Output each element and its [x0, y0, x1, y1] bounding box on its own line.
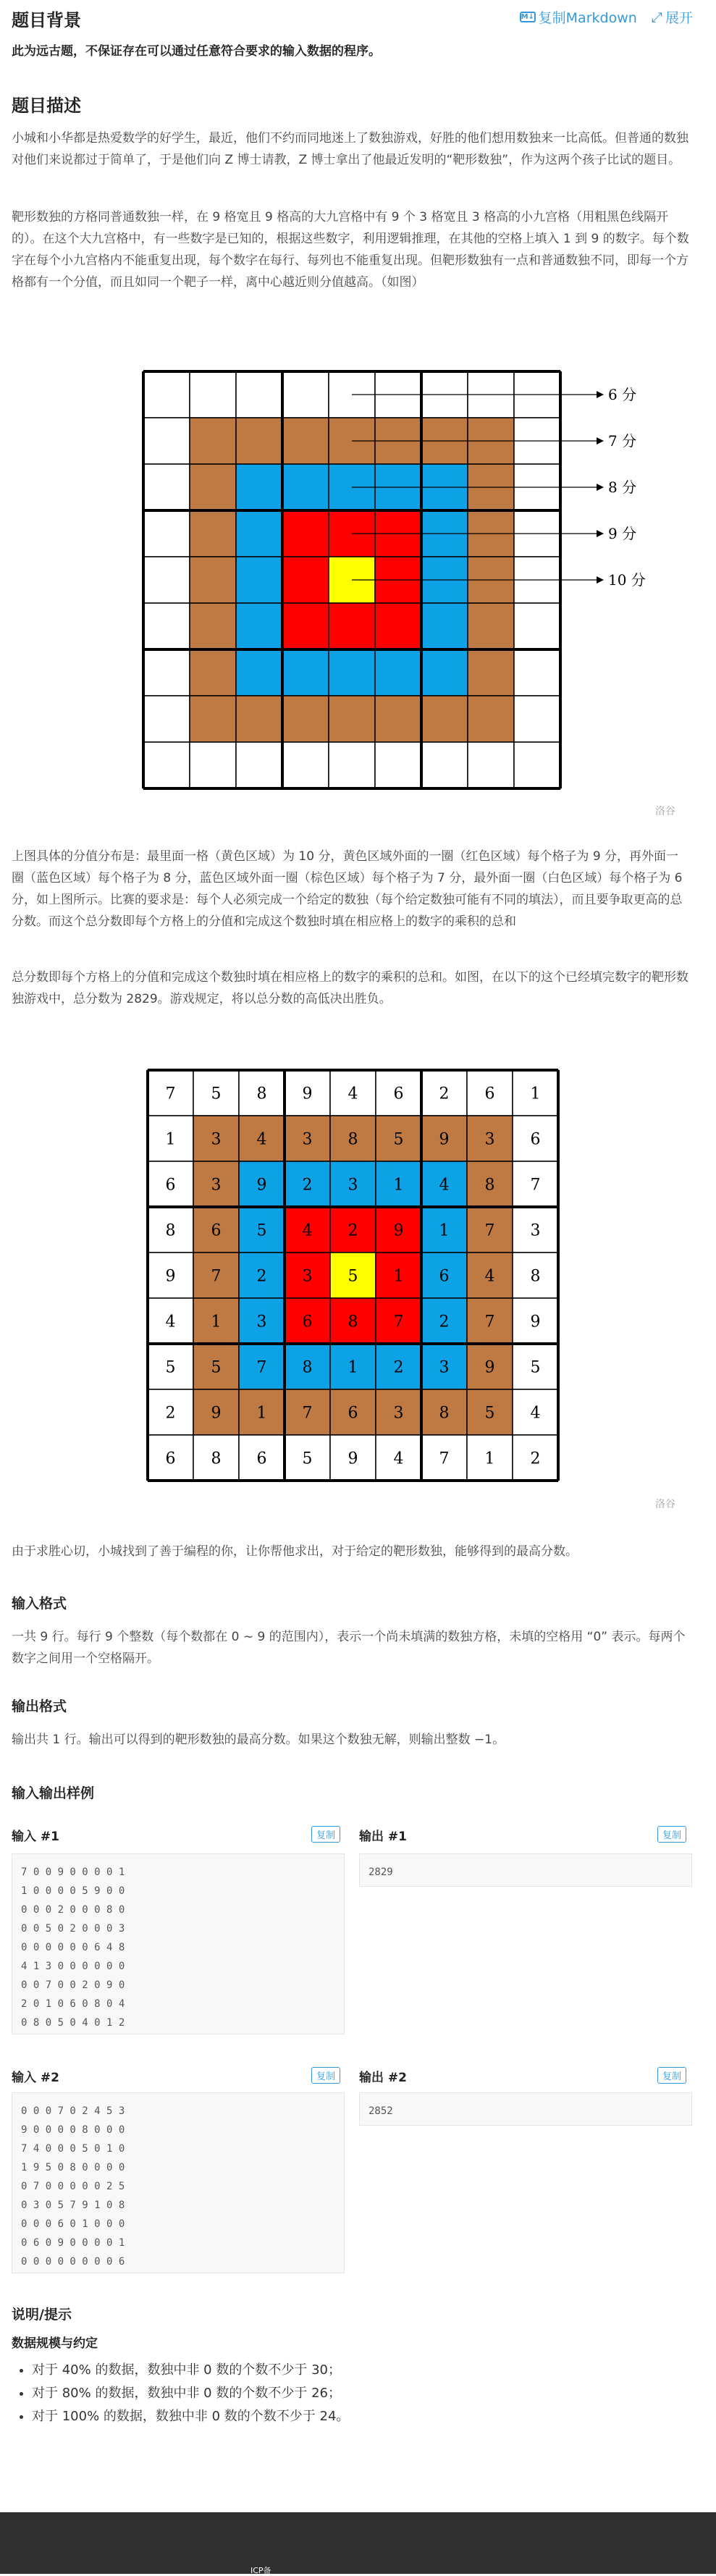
score-label: 9 分 — [608, 525, 637, 542]
sudoku-digit: 2 — [439, 1085, 450, 1103]
sudoku-digit: 3 — [256, 1313, 267, 1331]
sudoku-digit: 2 — [256, 1267, 267, 1286]
target-cell — [468, 742, 514, 788]
scale-heading: 数据规模与约定 — [12, 2336, 98, 2351]
sudoku-digit: 7 — [211, 1267, 222, 1286]
target-cell — [236, 649, 282, 696]
sudoku-digit: 4 — [530, 1404, 541, 1423]
target-cell — [143, 603, 190, 649]
sample2-output-copy-button[interactable]: 复制 — [657, 2067, 686, 2084]
copy-markdown-label: 复制Markdown — [538, 10, 637, 26]
score-label: 8 分 — [608, 479, 637, 496]
target-cell — [190, 603, 236, 649]
target-cell — [421, 742, 468, 788]
sample2-input-label: 输入 #2 — [12, 2071, 59, 2085]
target-cell — [421, 603, 468, 649]
target-cell — [282, 649, 329, 696]
score-label: 10 分 — [608, 571, 646, 589]
sudoku-digit: 5 — [484, 1404, 495, 1423]
sudoku-digit: 6 — [439, 1267, 450, 1286]
sudoku-digit: 5 — [302, 1449, 313, 1468]
arrow-head-icon — [597, 576, 604, 584]
sudoku-digit: 5 — [211, 1085, 222, 1103]
hints-list — [12, 2359, 349, 2428]
target-cell — [143, 696, 190, 742]
footer-bar — [0, 2512, 716, 2574]
sudoku-digit: 9 — [211, 1404, 222, 1423]
target-cell — [236, 510, 282, 557]
target-cell — [143, 557, 190, 603]
target-cell — [143, 418, 190, 464]
target-cell — [236, 371, 282, 418]
target-cell — [282, 510, 329, 557]
target-cell — [282, 418, 329, 464]
target-cell — [514, 742, 560, 788]
sudoku-digit: 8 — [211, 1449, 222, 1468]
target-cell — [282, 696, 329, 742]
copy-markdown-button[interactable] — [520, 7, 637, 27]
sample1-input[interactable]: 7 0 0 9 0 0 0 0 1 1 0 0 0 0 5 9 0 0 0 0 0 2 0 0 0 8 0 0 0 5 0 2 0 0 0 3 0 0 0 0 0 0 6 4 8 4 1 3 0 0 0 0 0 0 0 0 7 0 0 2 0 9 0 2 0 1 0 6 0 8 0 4 0 8 0 5 0 4 0 1 2 — [12, 1853, 345, 2034]
sudoku-digit: 3 — [484, 1130, 495, 1149]
target-cell — [143, 510, 190, 557]
sudoku-digit: 6 — [211, 1221, 222, 1240]
target-cell — [190, 742, 236, 788]
input-format-heading: 输入格式 — [12, 1596, 67, 1612]
sudoku-digit: 5 — [530, 1358, 541, 1377]
sudoku-digit: 7 — [484, 1313, 495, 1331]
sudoku-digit: 3 — [211, 1130, 222, 1149]
sudoku-digit: 5 — [165, 1358, 176, 1377]
sudoku-digit: 8 — [348, 1130, 358, 1149]
sudoku-digit: 9 — [302, 1085, 313, 1103]
target-cell — [236, 603, 282, 649]
target-cell — [468, 696, 514, 742]
output-format-text: 输出共 1 行。输出可以得到的靶形数独的最高分数。如果这个数独无解，则输出整数 −1。 — [12, 1733, 505, 1747]
sudoku-digit: 4 — [484, 1267, 495, 1286]
sudoku-digit: 5 — [393, 1130, 404, 1149]
hint-item: • 对于 40% 的数据，数独中非 0 数的个数不少于 30； — [32, 2359, 349, 2382]
sudoku-digit: 1 — [348, 1358, 358, 1377]
input-format-text: 一共 9 行。每行 9 个整数（每个数都在 0 ∼ 9 的范围内），表示一个尚未填满的数独方格，未填的空格用 “0” 表示。每两个数字之间用一个空格隔开。 — [12, 1630, 686, 1666]
sudoku-digit: 1 — [393, 1267, 404, 1286]
target-cell — [236, 464, 282, 510]
sudoku-digit: 4 — [348, 1085, 358, 1103]
score-label: 6 分 — [608, 386, 637, 403]
target-cell — [375, 696, 421, 742]
sudoku-digit: 8 — [484, 1176, 495, 1195]
figure2-credit: 洛谷 — [655, 1499, 675, 1510]
sudoku-digit: 4 — [302, 1221, 313, 1240]
score-label: 7 分 — [608, 432, 637, 450]
sample1-output-copy-button[interactable]: 复制 — [657, 1826, 686, 1843]
target-cell — [143, 371, 190, 418]
sudoku-digit: 4 — [165, 1313, 176, 1331]
figure1-credit: 洛谷 — [655, 806, 675, 817]
arrow-head-icon — [597, 391, 604, 398]
background-text: 此为远古题，不保证存在可以通过任意符合要求的输入数据的程序。 — [12, 44, 381, 59]
sudoku-digit: 9 — [439, 1130, 450, 1149]
target-cell — [282, 742, 329, 788]
target-cell — [236, 696, 282, 742]
target-cell — [375, 742, 421, 788]
target-cell — [514, 649, 560, 696]
target-cell — [236, 742, 282, 788]
target-cell — [190, 464, 236, 510]
sudoku-digit: 9 — [348, 1449, 358, 1468]
sudoku-digit: 7 — [530, 1176, 541, 1195]
sudoku-digit: 2 — [302, 1176, 313, 1195]
arrow-head-icon — [597, 484, 604, 491]
sudoku-digit: 3 — [302, 1267, 313, 1286]
expand-icon: ⤢ — [651, 9, 662, 25]
footer-text: ICP备 — [250, 2566, 271, 2575]
target-cell — [190, 649, 236, 696]
sudoku-digit: 1 — [530, 1085, 541, 1103]
description-para-4: 总分数即每个方格上的分值和完成这个数独时填在相应格上的数字的乘积的总和。如图，在以下的这个已经填完数字的靶形数独游戏中，总分数为 2829。游戏规定，将以总分数的高低决出胜负。 — [12, 970, 688, 1006]
expand-label: 展开 — [665, 10, 693, 26]
target-cell — [329, 696, 375, 742]
target-cell — [143, 464, 190, 510]
sample2-input[interactable]: 0 0 0 7 0 2 4 5 3 9 0 0 0 0 8 0 0 0 7 4 0 0 0 5 0 1 0 1 9 5 0 8 0 0 0 0 0 7 0 0 0 0 0 2 5 0 3 0 5 7 9 1 0 8 0 0 0 6 0 1 0 0 0 0 6 0 9 0 0 0 0 1 0 0 0 0 0 0 0 0 6 — [12, 2092, 345, 2273]
target-cell — [282, 464, 329, 510]
sudoku-digit: 4 — [439, 1176, 450, 1195]
sudoku-digit: 7 — [484, 1221, 495, 1240]
target-cell — [514, 696, 560, 742]
sudoku-digit: 9 — [165, 1267, 176, 1286]
target-cell — [421, 649, 468, 696]
sudoku-digit: 3 — [439, 1358, 450, 1377]
sample1-output[interactable]: 2829 — [359, 1853, 692, 1887]
sudoku-digit: 6 — [256, 1449, 267, 1468]
sudoku-digit: 2 — [393, 1358, 404, 1377]
sample2-output-label: 输出 #2 — [359, 2071, 407, 2085]
sudoku-digit: 1 — [211, 1313, 222, 1331]
sudoku-digit: 1 — [484, 1449, 495, 1468]
description-para-3: 上图具体的分值分布是：最里面一格（黄色区域）为 10 分，黄色区域外面的一圈（红色区域）每个格子为 9 分，再外面一圈（蓝色区域）每个格子为 8 分，蓝色区域外面一圈（棕色区域）每个格子为 7 分，最外面一圈（白色区域）每个格子为 6 分，如上图所示。比赛的要求是：每个人必须完成一个给定的数独（每个给定数独可能有不同的填法），而且要争取更高的总分数。而这个总分数即每个方格上的分值和完成这个数独时填在相应格上的数字的乘积的总和 — [12, 849, 683, 929]
sudoku-digit: 2 — [530, 1449, 541, 1468]
target-cell — [468, 649, 514, 696]
sudoku-digit: 7 — [256, 1358, 267, 1377]
sample2-output[interactable]: 2852 — [359, 2092, 692, 2126]
sudoku-digit: 4 — [393, 1449, 404, 1468]
arrow-head-icon — [597, 530, 604, 537]
sudoku-digit: 3 — [348, 1176, 358, 1195]
sudoku-digit: 6 — [530, 1130, 541, 1149]
sudoku-digit: 5 — [256, 1221, 267, 1240]
target-cell — [236, 557, 282, 603]
sudoku-digit: 7 — [302, 1404, 313, 1423]
sudoku-digit: 3 — [393, 1404, 404, 1423]
sudoku-digit: 7 — [165, 1085, 176, 1103]
sudoku-digit: 8 — [439, 1404, 450, 1423]
sudoku-digit: 1 — [393, 1176, 404, 1195]
sudoku-digit: 2 — [165, 1404, 176, 1423]
target-cell — [514, 603, 560, 649]
sudoku-digit: 7 — [393, 1313, 404, 1331]
sudoku-digit: 6 — [484, 1085, 495, 1103]
sudoku-digit: 2 — [439, 1313, 450, 1331]
target-cell — [375, 649, 421, 696]
hints-heading: 说明/提示 — [12, 2307, 72, 2323]
target-cell — [190, 418, 236, 464]
hint-item: • 对于 100% 的数据，数独中非 0 数的个数不少于 24。 — [32, 2405, 349, 2428]
target-cell — [190, 510, 236, 557]
sudoku-digit: 6 — [348, 1404, 358, 1423]
sudoku-digit: 6 — [393, 1085, 404, 1103]
sudoku-digit: 9 — [393, 1221, 404, 1240]
sample2-input-copy-button[interactable]: 复制 — [311, 2067, 340, 2084]
top-actions — [520, 7, 693, 27]
sudoku-digit: 8 — [348, 1313, 358, 1331]
sudoku-digit: 6 — [165, 1449, 176, 1468]
target-cell — [329, 742, 375, 788]
target-cell — [236, 418, 282, 464]
target-cell — [190, 696, 236, 742]
markdown-icon: M↓ — [521, 13, 534, 21]
sudoku-digit: 6 — [165, 1176, 176, 1195]
target-cell — [143, 742, 190, 788]
target-cell — [282, 371, 329, 418]
target-cell — [190, 557, 236, 603]
expand-button[interactable] — [652, 7, 693, 27]
sample1-input-copy-button[interactable]: 复制 — [311, 1826, 340, 1843]
sudoku-digit: 8 — [165, 1221, 176, 1240]
sudoku-digit: 9 — [530, 1313, 541, 1331]
sudoku-digit: 9 — [256, 1176, 267, 1195]
output-format-heading: 输出格式 — [12, 1699, 67, 1714]
arrow-head-icon — [597, 437, 604, 445]
sudoku-digit: 5 — [348, 1267, 358, 1286]
target-cell — [190, 371, 236, 418]
sudoku-digit: 6 — [302, 1313, 313, 1331]
sudoku-digit: 7 — [439, 1449, 450, 1468]
description-para-2: 靶形数独的方格同普通数独一样，在 9 格宽且 9 格高的大九宫格中有 9 个 3 格宽且 3 格高的小九宫格（用粗黑色线隔开的）。在这个大九宫格中，有一些数字是已知的，根据这些数字，利用逻辑推理，在其他的空格上填入 1 到 9 的数字。每个数字在每个小九宫格内不能重复出现，每个数字在每行、每列也不能重复出现。但靶形数独有一点和普通数独不同，即每一个方格都有一个分值，而且如同一个靶子一样，离中心越近则分值越高。（如图） — [12, 210, 689, 290]
sample1-output-label: 输出 #1 — [359, 1830, 407, 1844]
sudoku-digit: 3 — [211, 1176, 222, 1195]
sudoku-digit: 3 — [530, 1221, 541, 1240]
target-cell — [329, 649, 375, 696]
sudoku-digit: 5 — [211, 1358, 222, 1377]
sample1-input-label: 输入 #1 — [12, 1830, 59, 1844]
background-heading: 题目背景 — [12, 10, 81, 30]
description-heading: 题目描述 — [12, 96, 81, 116]
target-cell — [468, 603, 514, 649]
sudoku-digit: 1 — [165, 1130, 176, 1149]
target-cell — [329, 603, 375, 649]
samples-heading: 输入输出样例 — [12, 1785, 95, 1801]
target-cell — [143, 649, 190, 696]
sudoku-digit: 8 — [302, 1358, 313, 1377]
sudoku-digit: 3 — [302, 1130, 313, 1149]
sudoku-digit: 2 — [348, 1221, 358, 1240]
hint-item: • 对于 80% 的数据，数独中非 0 数的个数不少于 26； — [32, 2382, 349, 2405]
target-score-figure — [138, 366, 659, 793]
sudoku-digit: 1 — [256, 1404, 267, 1423]
target-cell — [282, 557, 329, 603]
filled-sudoku-figure — [142, 1064, 562, 1484]
description-para-1: 小城和小华都是热爱数学的好学生，最近，他们不约而同地迷上了数独游戏，好胜的他们想用数独来一比高低。但普通的数独对他们来说都过于简单了，于是他们向 Z 博士请教，Z 博士拿出了他最近发明的“靶形数独”，作为这两个孩子比试的题目。 — [12, 131, 688, 167]
description-para-5: 由于求胜心切，小城找到了善于编程的你，让你帮他求出，对于给定的靶形数独，能够得到的最高分数。 — [12, 1544, 578, 1559]
target-cell — [375, 603, 421, 649]
sudoku-digit: 8 — [256, 1085, 267, 1103]
target-cell — [282, 603, 329, 649]
target-cell — [421, 696, 468, 742]
sudoku-digit: 8 — [530, 1267, 541, 1286]
sudoku-digit: 1 — [439, 1221, 450, 1240]
sudoku-digit: 9 — [484, 1358, 495, 1377]
sudoku-digit: 4 — [256, 1130, 267, 1149]
